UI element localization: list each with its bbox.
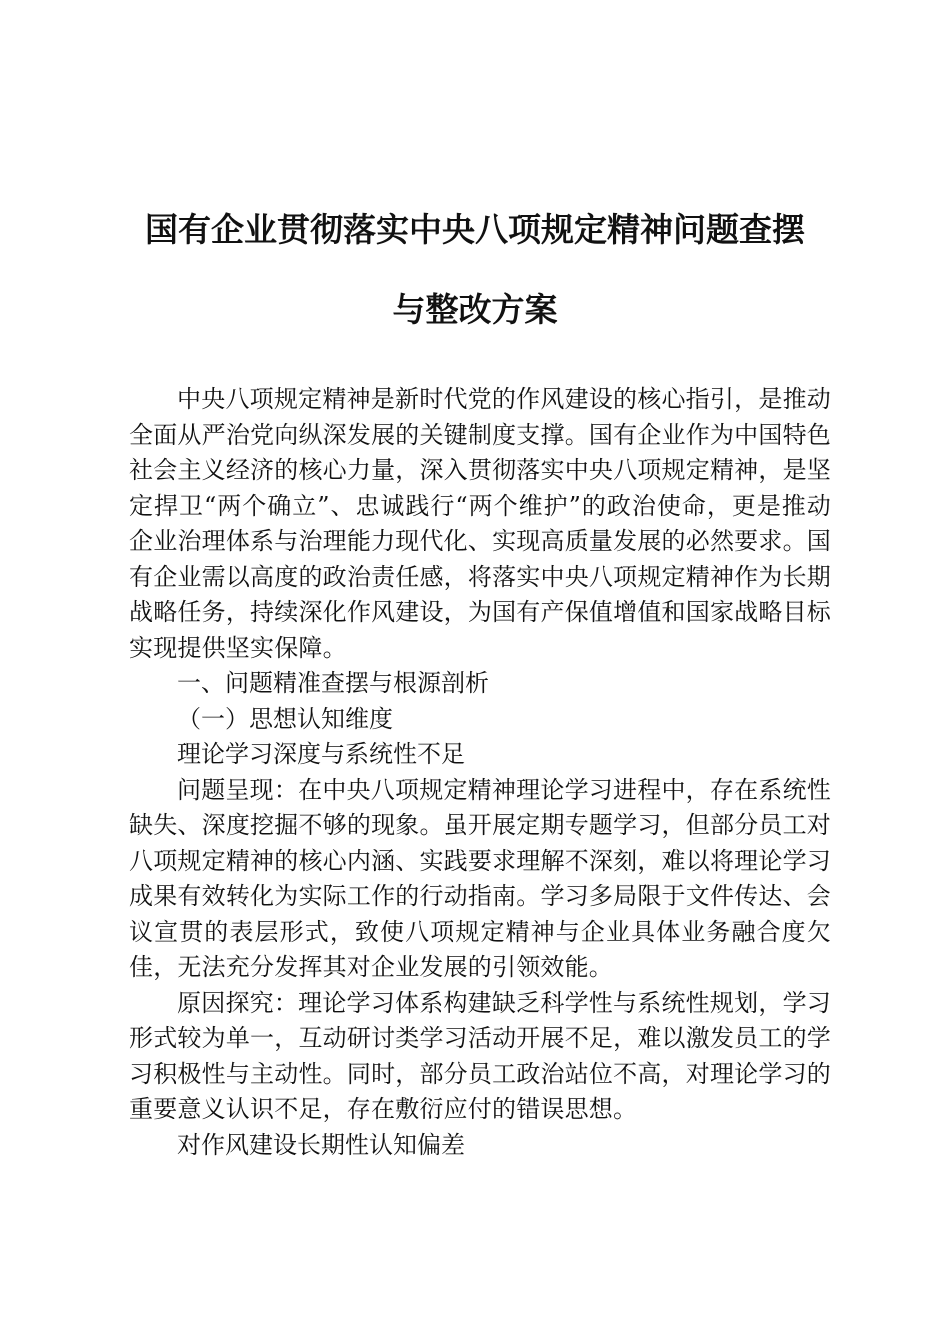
title-line-1: 国有企业贯彻落实中央八项规定精神问题查摆: [145, 210, 805, 249]
document-body: [129, 382, 831, 1163]
intro-paragraph: 中央八项规定精神是新时代党的作风建设的核心指引，是推动全面从严治党向纵深发展的关键制度支撑。国有企业作为中国特色社会主义经济的核心力量，深入贯彻落实中央八项规定精神，是坚定捍卫“两个确立”、忠诚践行“两个维护”的政治使命，更是推动企业治理体系与治理能力现代化、实现高质量发展的必然要求。国有企业需以高度的政治责任感，将落实中央八项规定精神作为长期战略任务，持续深化作风建设，为国有产保值增值和国家战略目标实现提供坚实保障。: [129, 385, 831, 662]
problem-paragraph: 问题呈现：在中央八项规定精神理论学习进程中，存在系统性缺失、深度挖掘不够的现象。虽开展定期专题学习，但部分员工对八项规定精神的核心内涵、实践要求理解不深刻，难以将理论学习成果有效转化为实际工作的行动指南。学习多局限于文件传达、会议宣贯的表层形式，致使八项规定精神与企业具体业务融合度欠佳，无法充分发挥其对企业发展的引领效能。: [129, 775, 831, 981]
section-heading-1: 一、问题精准查摆与根源剖析: [177, 669, 489, 697]
document-title: [110, 190, 840, 350]
item-heading-1: 理论学习深度与系统性不足: [177, 740, 465, 768]
item-heading-2: 对作风建设长期性认知偏差: [177, 1130, 465, 1159]
title-line-2: 与整改方案: [392, 290, 558, 329]
subsection-heading-1: （一）思想认知维度: [177, 704, 393, 733]
cause-paragraph: 原因探究：理论学习体系构建缺乏科学性与系统性规划，学习形式较为单一，互动研讨类学习活动开展不足，难以激发员工的学习积极性与主动性。同时，部分员工政治站位不高，对理论学习的重要意义认识不足，存在敷衍应付的错误思想。: [129, 988, 831, 1123]
